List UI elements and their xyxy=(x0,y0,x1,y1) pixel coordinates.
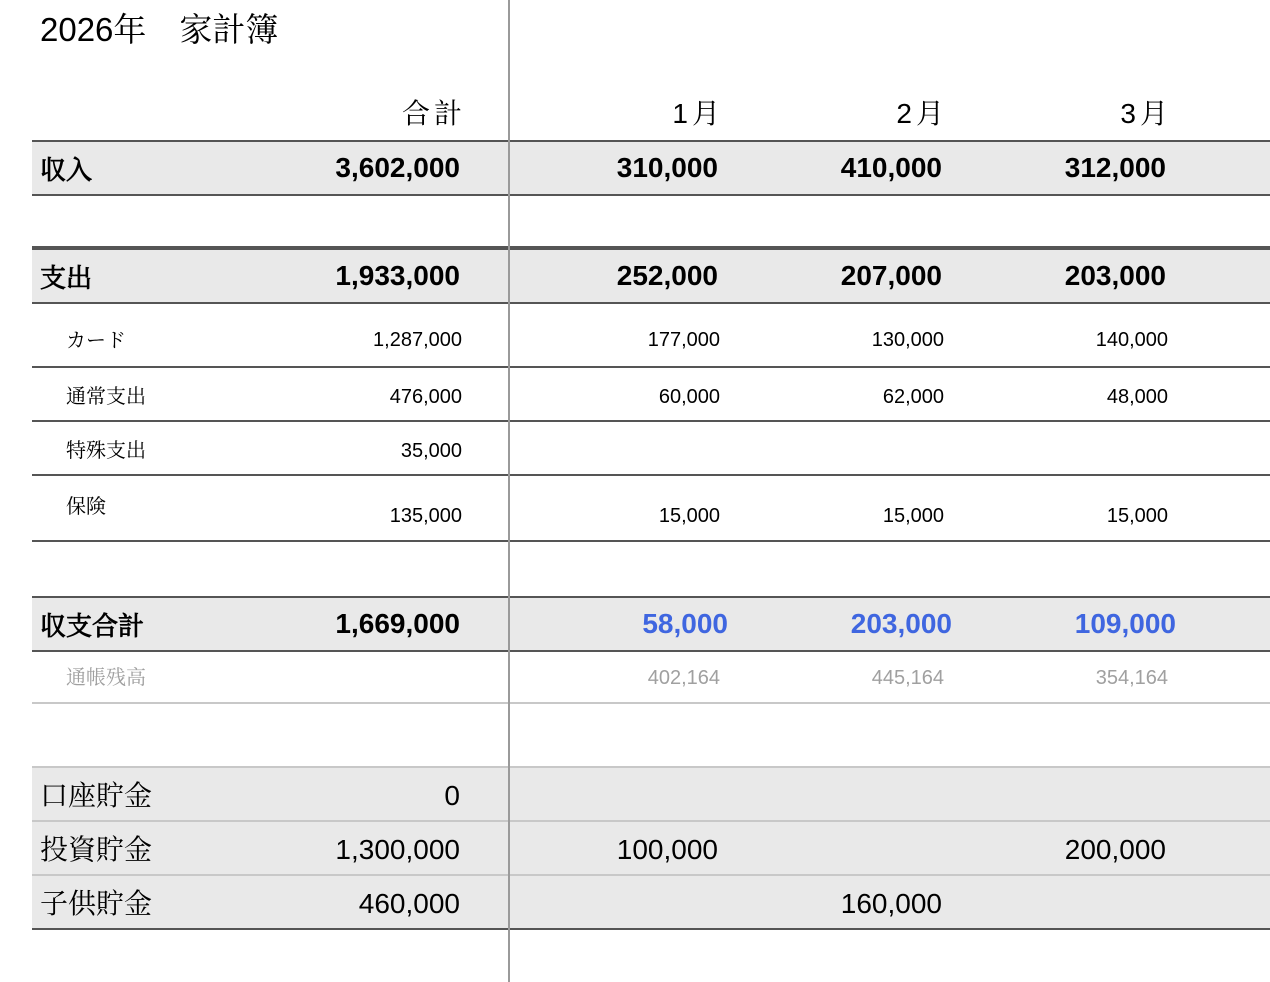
expense-item-month-2[interactable]: 62,000 xyxy=(882,385,944,408)
expense-item-month-3[interactable]: 15,000 xyxy=(1106,504,1168,527)
bank-balance-month-3[interactable]: 354,164 xyxy=(1095,666,1168,689)
expense-label[interactable]: 支出 xyxy=(40,262,93,293)
expense-item-label[interactable]: カード xyxy=(66,330,126,352)
expense-item-month-3[interactable]: 140,000 xyxy=(1095,328,1168,351)
empty-row[interactable] xyxy=(32,194,1270,248)
expense-item-month-3[interactable]: 48,000 xyxy=(1106,385,1168,408)
bank-balance-row[interactable] xyxy=(32,650,1270,704)
balance-month-3[interactable]: 109,000 xyxy=(1074,608,1176,639)
income-total[interactable]: 3,602,000 xyxy=(335,152,460,183)
bank-balance-month-2[interactable]: 445,164 xyxy=(871,666,944,689)
expense-item-total[interactable]: 1,287,000 xyxy=(373,328,462,351)
savings-label[interactable]: 子供貯金 xyxy=(40,888,153,919)
balance-label[interactable]: 収支合計 xyxy=(40,610,145,641)
expense-item-month-1[interactable]: 60,000 xyxy=(658,385,720,408)
savings-month-1[interactable]: 100,000 xyxy=(616,834,718,865)
expense-item-row[interactable] xyxy=(32,476,1270,542)
income-row[interactable] xyxy=(32,140,1270,196)
expense-month-1[interactable]: 252,000 xyxy=(616,260,718,291)
income-month-1[interactable]: 310,000 xyxy=(616,152,718,183)
savings-label[interactable]: 投資貯金 xyxy=(40,834,153,865)
header-month-2[interactable]: 2月 xyxy=(896,98,948,129)
sheet-title[interactable]: 2026年 家計簿 xyxy=(40,11,279,48)
savings-total[interactable]: 460,000 xyxy=(358,888,460,919)
income-month-3[interactable]: 312,000 xyxy=(1064,152,1166,183)
expense-item-month-1[interactable]: 177,000 xyxy=(647,328,720,351)
expense-item-month-1[interactable]: 15,000 xyxy=(658,504,720,527)
expense-item-total[interactable]: 135,000 xyxy=(389,504,462,527)
expense-item-row[interactable] xyxy=(32,368,1270,422)
expense-item-total[interactable]: 35,000 xyxy=(400,439,462,462)
column-divider xyxy=(508,0,510,982)
savings-month-2[interactable]: 160,000 xyxy=(840,888,942,919)
expense-item-row[interactable] xyxy=(32,422,1270,476)
savings-total[interactable]: 0 xyxy=(444,780,460,811)
expense-item-total[interactable]: 476,000 xyxy=(389,385,462,408)
expense-item-month-2[interactable]: 130,000 xyxy=(871,328,944,351)
income-label[interactable]: 収入 xyxy=(40,154,93,185)
bank-balance-label[interactable]: 通帳残高 xyxy=(66,666,146,689)
savings-row[interactable] xyxy=(32,820,1270,874)
savings-month-3[interactable]: 200,000 xyxy=(1064,834,1166,865)
header-total[interactable]: 合計 xyxy=(401,98,466,129)
savings-row[interactable] xyxy=(32,766,1270,820)
savings-row[interactable] xyxy=(32,874,1270,930)
savings-label[interactable]: 口座貯金 xyxy=(40,780,153,811)
balance-month-2[interactable]: 203,000 xyxy=(850,608,952,639)
expense-item-label[interactable]: 保険 xyxy=(66,495,106,518)
expense-item-row[interactable] xyxy=(32,302,1270,368)
expense-item-label[interactable]: 特殊支出 xyxy=(66,439,146,462)
balance-month-1[interactable]: 58,000 xyxy=(642,608,728,639)
empty-row[interactable] xyxy=(32,704,1270,764)
balance-row[interactable] xyxy=(32,596,1270,652)
expense-month-2[interactable]: 207,000 xyxy=(840,260,942,291)
header-month-3[interactable]: 3月 xyxy=(1120,98,1172,129)
expense-row[interactable] xyxy=(32,248,1270,304)
expense-item-label[interactable]: 通常支出 xyxy=(66,385,146,408)
income-month-2[interactable]: 410,000 xyxy=(840,152,942,183)
header-month-1[interactable]: 1月 xyxy=(672,98,724,129)
expense-month-3[interactable]: 203,000 xyxy=(1064,260,1166,291)
expense-item-month-2[interactable]: 15,000 xyxy=(882,504,944,527)
savings-total[interactable]: 1,300,000 xyxy=(335,834,460,865)
expense-total[interactable]: 1,933,000 xyxy=(335,260,460,291)
balance-total[interactable]: 1,669,000 xyxy=(335,608,460,639)
bank-balance-month-1[interactable]: 402,164 xyxy=(647,666,720,689)
empty-row[interactable] xyxy=(32,542,1270,594)
